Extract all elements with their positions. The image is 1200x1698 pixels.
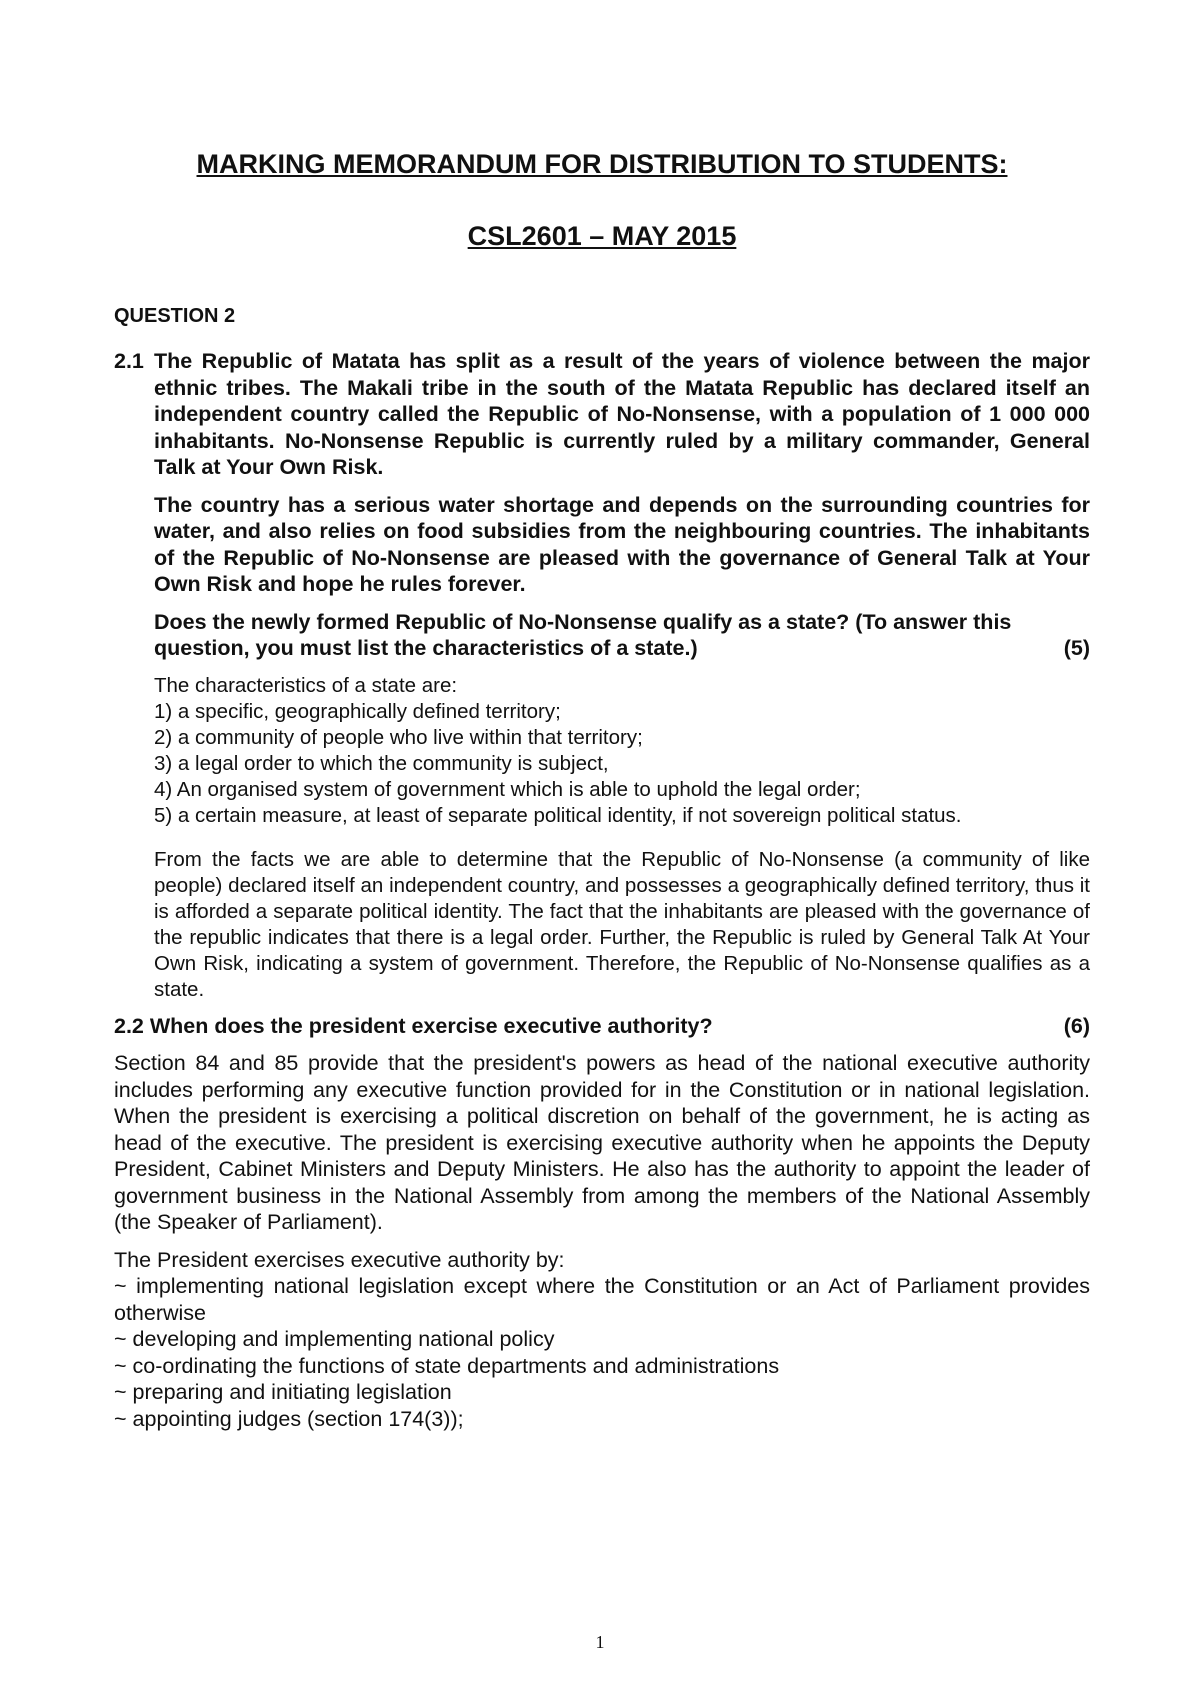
question-line-2-row (154, 635, 1090, 662)
question-text (154, 609, 1090, 662)
list-item: ~ co-ordinating the functions of state departments and administrations (114, 1353, 780, 1378)
question-2-2-heading (114, 1013, 1090, 1040)
list-item: ~ implementing national legislation except where the Constitution or an Act of Parliament provides otherwise (114, 1274, 1090, 1325)
answer-conclusion: From the facts we are able to determine that the Republic of No-Nonsense (a community of like people) declared itself an independent country, and possesses a geographically defined territory, thus it is afforded a separate political identity. The fact that the inhabitants are pleased with the governance of the republic indicates that there is a legal order. Further, the Republic is ruled by General Talk At Your Own Risk, indicating a system of government. Therefore, the Republic of No-Nonsense qualifies as a state. (154, 847, 1090, 1001)
answer-block (154, 673, 1090, 1003)
question-2-1 (114, 348, 1090, 1003)
memo-title: MARKING MEMORANDUM FOR DISTRIBUTION TO STUDENTS: (196, 149, 1008, 179)
question-2-2-answer (114, 1050, 1090, 1432)
question-line-1: Does the newly formed Republic of No-Nonsense qualify as a state? (To answer this (154, 609, 1012, 634)
list-item: ~ appointing judges (section 174(3)); (114, 1406, 464, 1431)
list-item: 4) An organised system of government which is able to uphold the legal order; (154, 777, 861, 801)
scenario-paragraph-1: The Republic of Matata has split as a result of the years of violence between the major ethnic tribes. The Makali tribe in the south of the Matata Republic has declared itself an independent country called the Republic of No-Nonsense, with a population of 1 000 000 inhabitants. No-Nonsense Republic is currently ruled by a military commander, General Talk at Your Own Risk. (154, 349, 1090, 479)
list-item: 1) a specific, geographically defined territory; (154, 699, 561, 723)
question-2-1-body (154, 348, 1090, 1003)
course-title: CSL2601 – MAY 2015 (467, 221, 737, 251)
question-number: 2.1 (114, 349, 144, 373)
list-item: ~ preparing and initiating legislation (114, 1380, 452, 1404)
question-marks: (5) (1063, 636, 1090, 660)
page-number: 1 (595, 1632, 605, 1652)
list-item: ~ developing and implementing national policy (114, 1327, 555, 1351)
characteristics-list (154, 699, 1090, 829)
question-heading: QUESTION 2 (114, 305, 236, 327)
list-item: 3) a legal order to which the community is subject, (154, 751, 609, 775)
list-item: 5) a certain measure, at least of separate political identity, if not sovereign political status. (154, 803, 962, 827)
question-2-2-text: 2.2 When does the president exercise executive authority? (114, 1013, 713, 1038)
list-item: 2) a community of people who live within that territory; (154, 725, 643, 749)
executive-authority-list (114, 1273, 1090, 1432)
scenario-paragraph-2: The country has a serious water shortage and depends on the surrounding countries for water, and also relies on food subsidies from the neighbouring countries. The inhabitants of the Republic of No-Nonsense are pleased with the governance of General Talk at Your Own Risk and hope he rules forever. (154, 492, 1090, 596)
answer-intro: The characteristics of a state are: (154, 673, 458, 697)
question-2-2-marks: (6) (1063, 1013, 1090, 1038)
question-line-2: question, you must list the characteristics of a state.) (154, 636, 698, 660)
list-intro: The President exercises executive authority by: (114, 1247, 565, 1272)
answer-paragraph: Section 84 and 85 provide that the president's powers as head of the national executive authority includes performing any executive function provided for in the Constitution or in national legislation. When the president is exercising a political discretion on behalf of the government, he is acting as head of the executive. The president is exercising executive authority when he appoints the Deputy President, Cabinet Ministers and Deputy Ministers. He also has the authority to appoint the leader of government business in the National Assembly from among the members of the National Assembly (the Speaker of Parliament). (114, 1051, 1090, 1234)
